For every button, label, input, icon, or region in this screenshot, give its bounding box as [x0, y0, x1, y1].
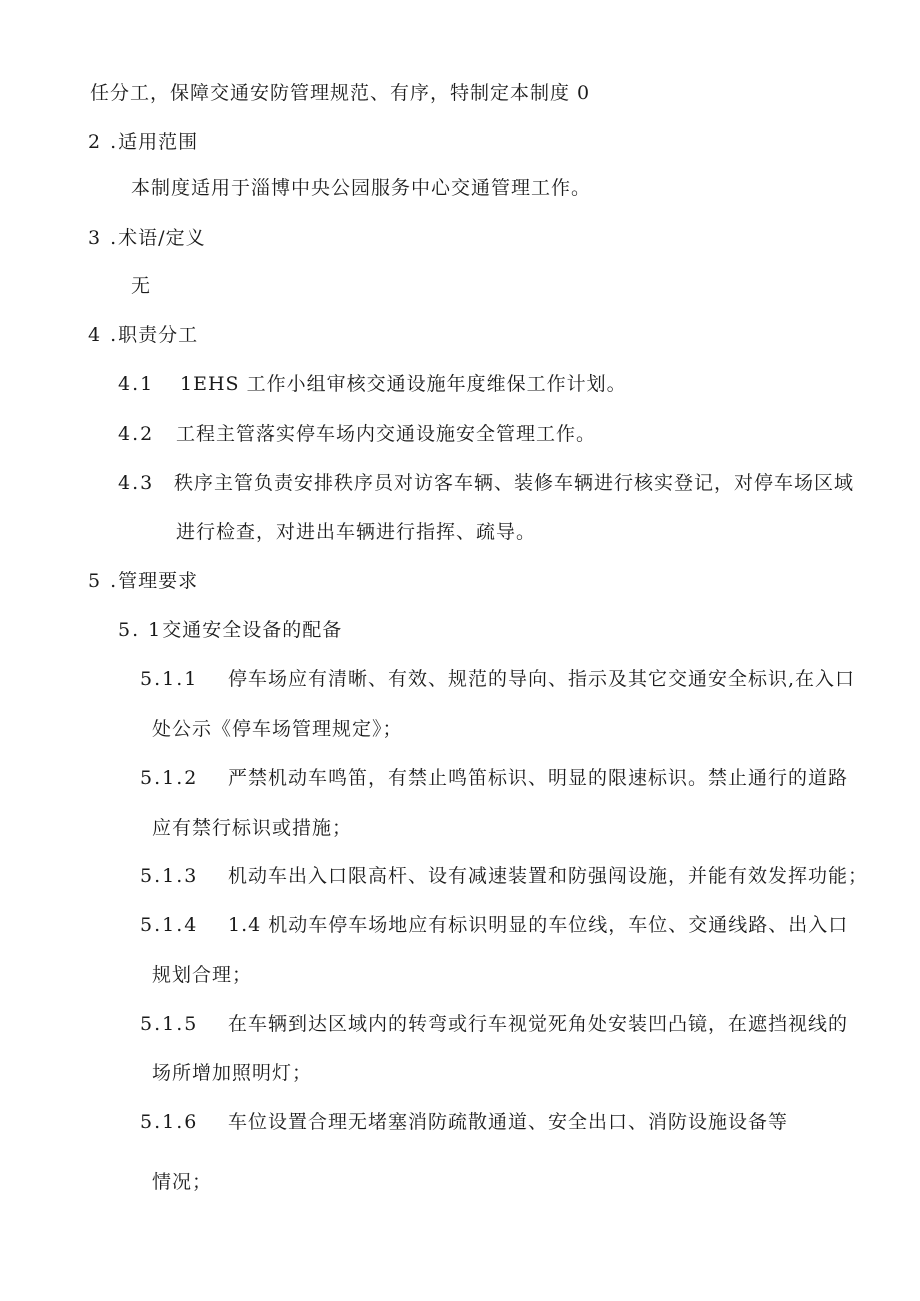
section-number: 4 .: [88, 324, 119, 346]
clause-number: 5.1.4: [140, 914, 199, 936]
clause-text: 1EHS 工作小组审核交通设施年度维保工作计划。: [180, 373, 627, 395]
clause-5-1-4: [140, 912, 848, 938]
clause-4-1: [118, 371, 627, 397]
clause-5-1-2: [140, 765, 848, 791]
clause-5-1-5-continued: 场所增加照明灯；: [152, 1062, 313, 1084]
clause-5-1-4-continued: 规划合理；: [152, 964, 253, 986]
clause-number: 5.1.1: [140, 668, 199, 690]
clause-number: 5.1.2: [140, 767, 199, 789]
subsection-number: 5. 1: [118, 619, 163, 641]
intro-tail-line: 任分工，保障交通安防管理规范、有序，特制定本制度 0: [90, 82, 591, 104]
clause-number: 4.2: [118, 423, 155, 445]
section-4-heading: [88, 322, 198, 348]
section-title: 管理要求: [118, 570, 199, 592]
section-number: 5 .: [88, 570, 119, 592]
section-title: 职责分工: [118, 324, 199, 346]
clause-5-1-5: [140, 1011, 848, 1037]
clause-4-3-continued: 进行检查，对进出车辆进行指挥、疏导。: [176, 521, 537, 543]
clause-number: 5.1.3: [140, 865, 199, 887]
subsection-title: 交通安全设备的配备: [162, 619, 343, 641]
section-title: 适用范围: [118, 131, 199, 153]
clause-number: 4.1: [118, 373, 155, 395]
clause-5-1-3: [140, 863, 868, 889]
section-number: 3 .: [88, 227, 119, 249]
clause-text: 严禁机动车鸣笛，有禁止鸣笛标识、明显的限速标识。禁止通行的道路: [228, 767, 849, 789]
clause-5-1-1-continued: 处公示《停车场管理规定》；: [152, 718, 403, 740]
clause-number: 5.1.6: [140, 1111, 199, 1133]
section-3-body: 无: [131, 275, 152, 297]
clause-5-1-6-continued: 情况；: [152, 1171, 213, 1193]
section-number: 2 .: [88, 131, 119, 153]
clause-text: 机动车出入口限高杆、设有减速装置和防强闯设施，并能有效发挥功能；: [228, 865, 869, 887]
clause-number: 5.1.5: [140, 1013, 199, 1035]
clause-5-1-2-continued: 应有禁行标识或措施；: [152, 817, 353, 839]
clause-text: 车位设置合理无堵塞消防疏散通道、安全出口、消防设施设备等: [228, 1111, 789, 1133]
clause-4-2: [118, 421, 596, 447]
section-5-heading: [88, 568, 198, 594]
clause-text: 1.4 机动车停车场地应有标识明显的车位线，车位、交通线路、出入口: [228, 914, 849, 936]
section-2-body: 本制度适用于淄博中央公园服务中心交通管理工作。: [131, 177, 592, 199]
clause-text: 停车场应有清晰、有效、规范的导向、指示及其它交通安全标识,在入口: [228, 668, 856, 690]
section-2-heading: [88, 129, 198, 155]
clause-5-1-6: [140, 1109, 788, 1135]
clause-text: 秩序主管负责安排秩序员对访客车辆、装修车辆进行核实登记，对停车场区域: [174, 472, 855, 494]
clause-text: 在车辆到达区域内的转弯或行车视觉死角处安装凹凸镜，在遮挡视线的: [228, 1013, 849, 1035]
section-title: 术语/定义: [118, 227, 206, 249]
clause-number: 4.3: [118, 472, 155, 494]
clause-5-1-1: [140, 666, 855, 692]
subsection-5-1-heading: [118, 617, 342, 643]
clause-text: 工程主管落实停车场内交通设施安全管理工作。: [176, 423, 597, 445]
clause-4-3: [118, 470, 854, 496]
section-3-heading: [88, 225, 206, 251]
